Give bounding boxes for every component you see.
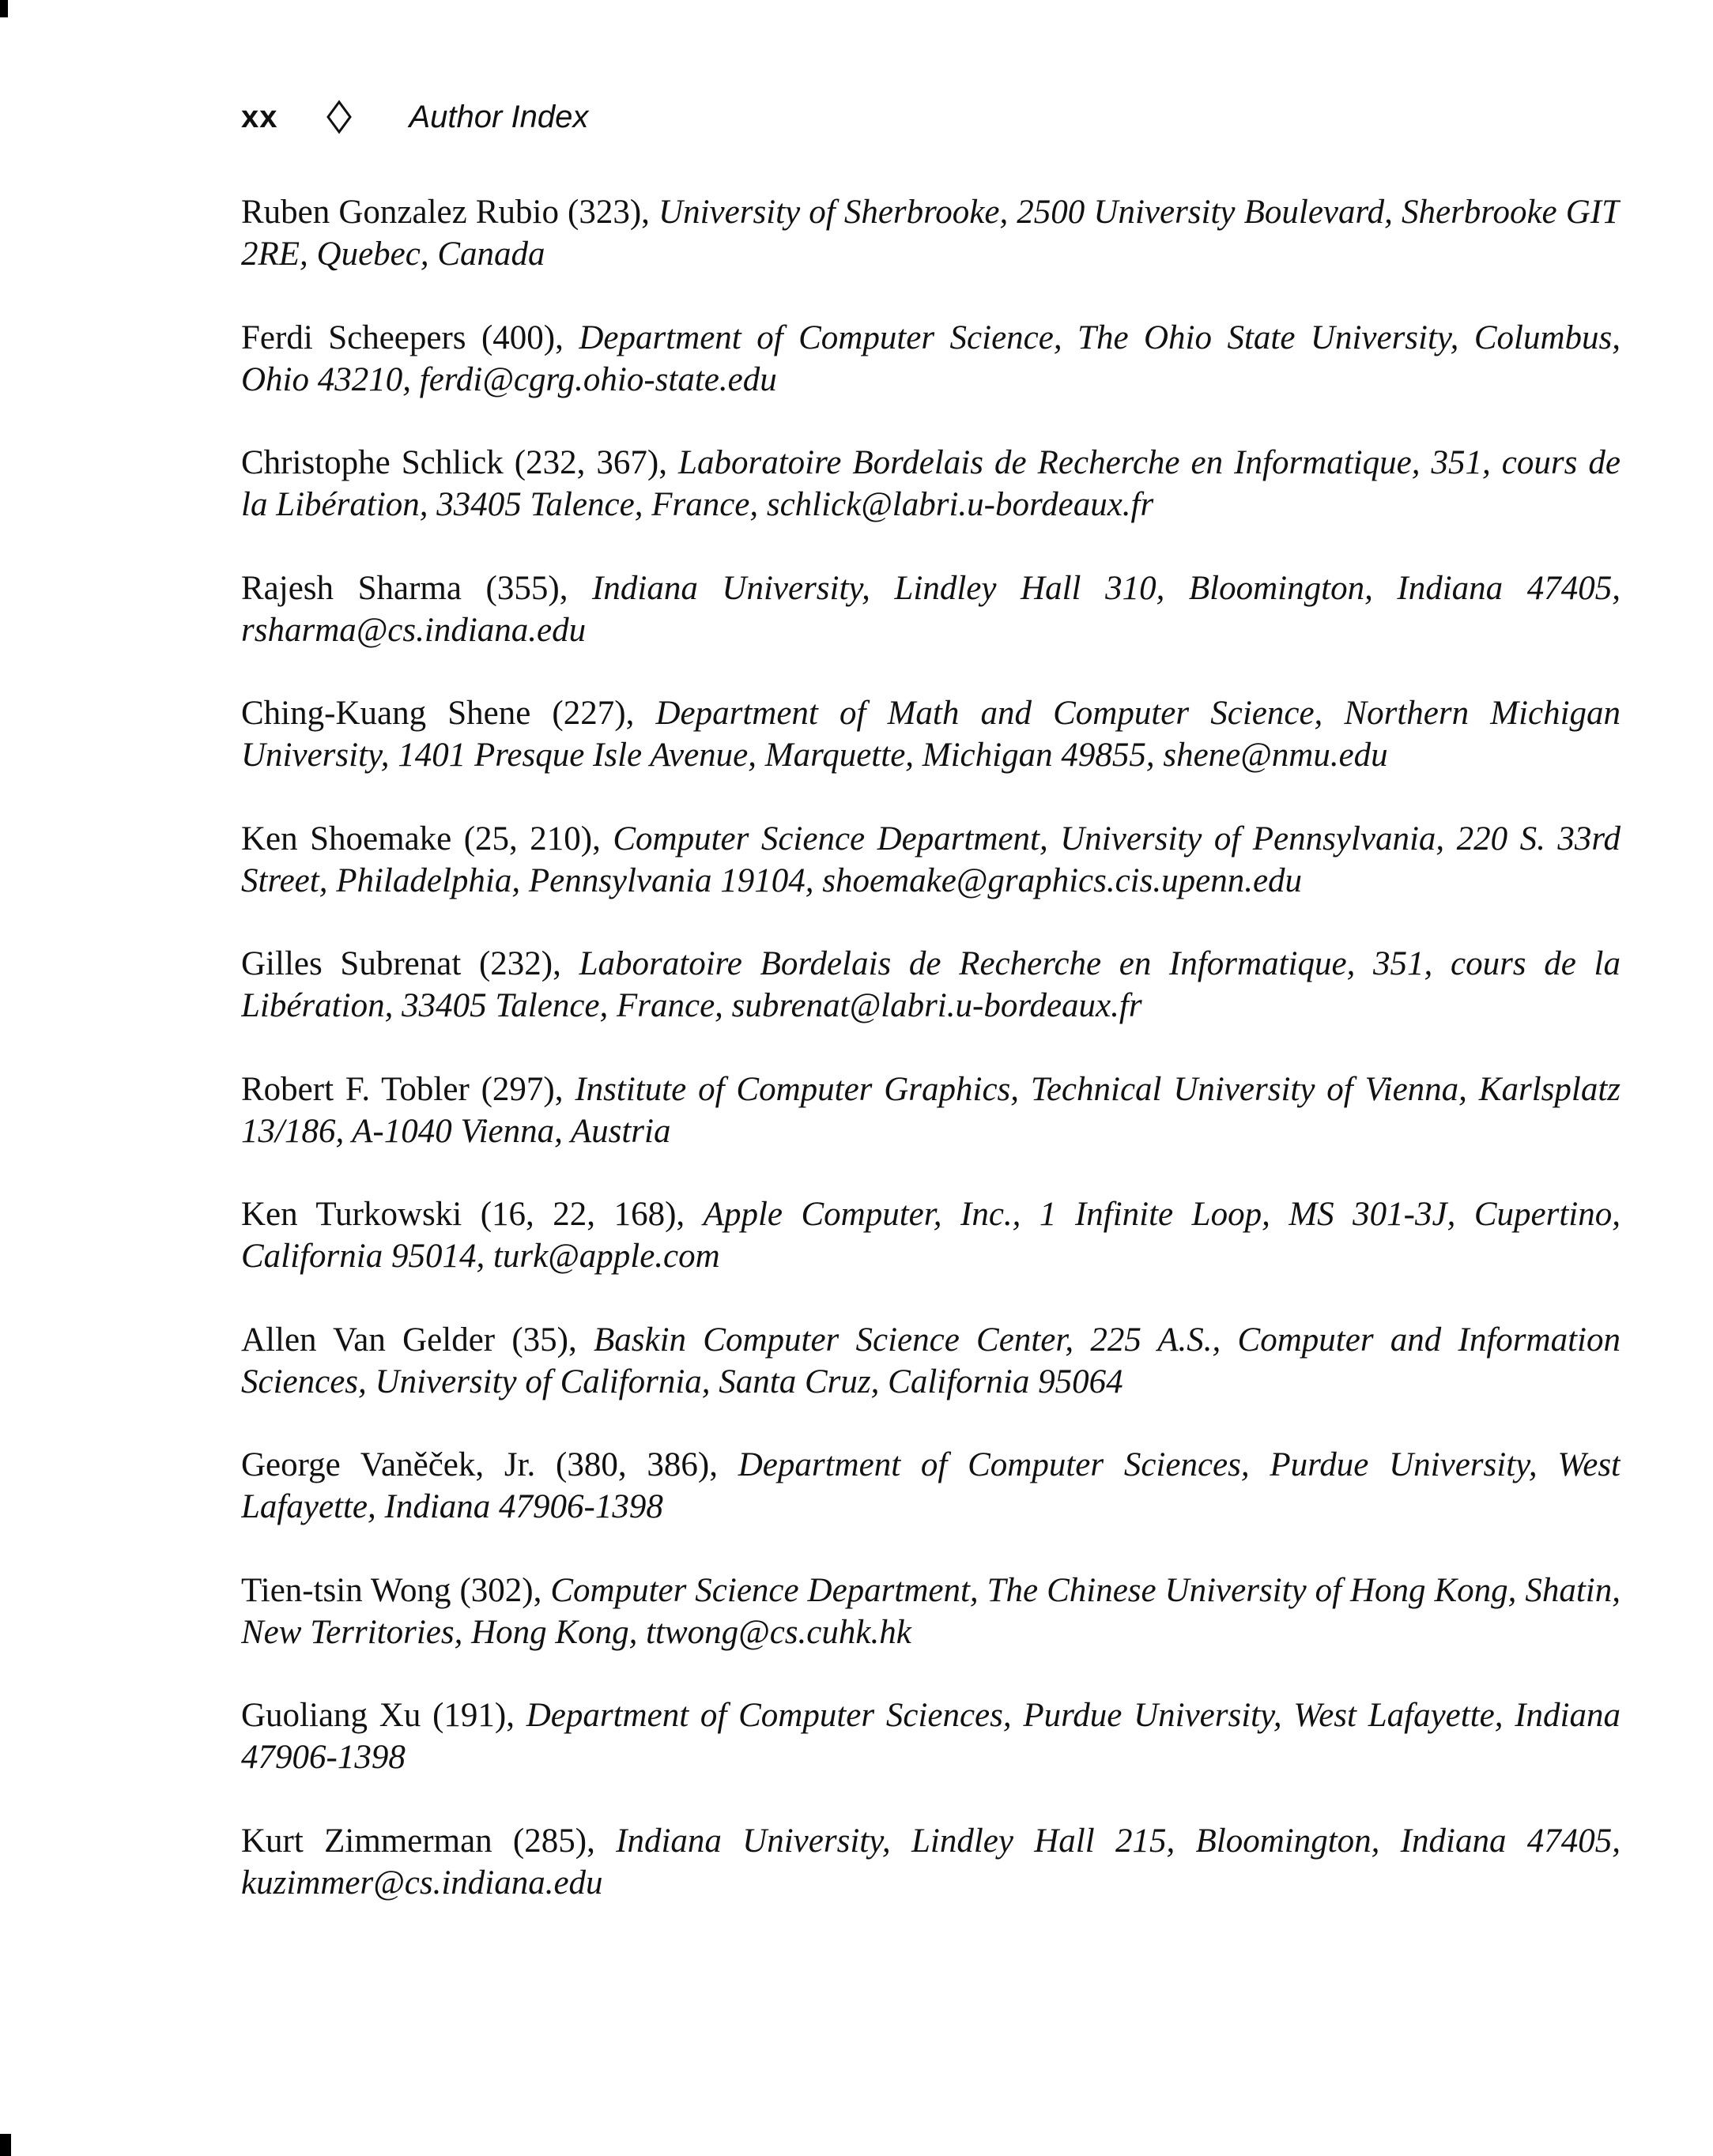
author-entry — [241, 692, 1621, 776]
author-entry — [241, 1820, 1621, 1904]
scan-edge-mark — [0, 2134, 11, 2156]
scan-edge-mark — [0, 0, 8, 17]
author-entry — [241, 818, 1621, 902]
author-affiliation: Department of Computer Sciences, Purdue University, West Lafayette, Indiana 47906-1398 — [241, 1446, 1621, 1525]
author-entry — [241, 442, 1621, 526]
author-name: Ken Turkowski (16, 22, 168), — [241, 1196, 685, 1233]
section-title: Author Index — [409, 99, 589, 134]
author-affiliation: Department of Computer Sciences, Purdue University, West Lafayette, Indiana 47906-1398 — [241, 1697, 1621, 1776]
author-name: Kurt Zimmerman (285), — [241, 1822, 595, 1860]
author-affiliation: Apple Computer, Inc., 1 Infinite Loop, MS 301-3J, Cupertino, California 95014, turk@apple.com — [241, 1196, 1621, 1275]
diamond-icon — [326, 100, 353, 134]
author-affiliation: Computer Science Department, University of Pennsylvania, 220 S. 33rd Street, Philadelphia, Pennsylvania 19104, shoemake@graphics.cis.upenn.edu — [241, 820, 1621, 899]
author-entry — [241, 1570, 1621, 1653]
author-affiliation: Department of Computer Science, The Ohio State University, Columbus, Ohio 43210, ferdi@cgrg.ohio-state.edu — [241, 318, 1621, 398]
author-name: Ruben Gonzalez Rubio (323), — [241, 194, 650, 231]
author-entry — [241, 1444, 1621, 1528]
author-affiliation: Indiana University, Lindley Hall 310, Bloomington, Indiana 47405, rsharma@cs.indiana.edu — [241, 569, 1621, 649]
author-affiliation: University of Sherbrooke, 2500 University Boulevard, Sherbrooke GIT 2RE, Quebec, Canada — [241, 194, 1621, 273]
author-affiliation: Indiana University, Lindley Hall 215, Bloomington, Indiana 47405, kuzimmer@cs.indiana.edu — [241, 1822, 1621, 1902]
author-name: Robert F. Tobler (297), — [241, 1070, 564, 1108]
author-entry — [241, 1069, 1621, 1152]
author-name: Ching-Kuang Shene (227), — [241, 695, 635, 732]
author-affiliation: Laboratoire Bordelais de Recherche en Informatique, 351, cours de la Libération, 33405 Talence, France, schlick@labri.u-bordeaux.fr — [241, 444, 1621, 523]
author-affiliation: Baskin Computer Science Center, 225 A.S., Computer and Information Sciences, University of California, Santa Cruz, California 95064 — [241, 1321, 1621, 1400]
author-name: Christophe Schlick (232, 367), — [241, 444, 667, 481]
author-name: Rajesh Sharma (355), — [241, 569, 568, 607]
running-head — [241, 93, 588, 141]
author-entry — [241, 1193, 1621, 1277]
author-entry — [241, 191, 1621, 275]
author-name: George Vaněček, Jr. (380, 386), — [241, 1446, 718, 1483]
author-name: Guoliang Xu (191), — [241, 1697, 515, 1734]
author-entry — [241, 567, 1621, 651]
author-entry — [241, 317, 1621, 401]
page-number: xx — [241, 99, 278, 134]
author-entry — [241, 1319, 1621, 1403]
author-affiliation: Laboratoire Bordelais de Recherche en Informatique, 351, cours de la Libération, 33405 Talence, France, subrenat@labri.u-bordeaux.fr — [241, 945, 1621, 1024]
author-entry — [241, 943, 1621, 1027]
author-name: Ken Shoemake (25, 210), — [241, 820, 601, 858]
author-name: Allen Van Gelder (35), — [241, 1321, 577, 1359]
author-entry — [241, 1694, 1621, 1778]
author-affiliation: Computer Science Department, The Chinese University of Hong Kong, Shatin, New Territories, Hong Kong, ttwong@cs.cuhk.hk — [241, 1571, 1621, 1651]
author-name: Gilles Subrenat (232), — [241, 945, 561, 982]
author-affiliation: Department of Math and Computer Science, Northern Michigan University, 1401 Presque Isle Avenue, Marquette, Michigan 49855, shene@nmu.edu — [241, 695, 1621, 774]
author-name: Ferdi Scheepers (400), — [241, 318, 564, 356]
author-name: Tien-tsin Wong (302), — [241, 1571, 542, 1609]
author-index-list — [241, 191, 1621, 1945]
author-affiliation: Institute of Computer Graphics, Technical University of Vienna, Karlsplatz 13/186, A-1040 Vienna, Austria — [241, 1070, 1621, 1150]
